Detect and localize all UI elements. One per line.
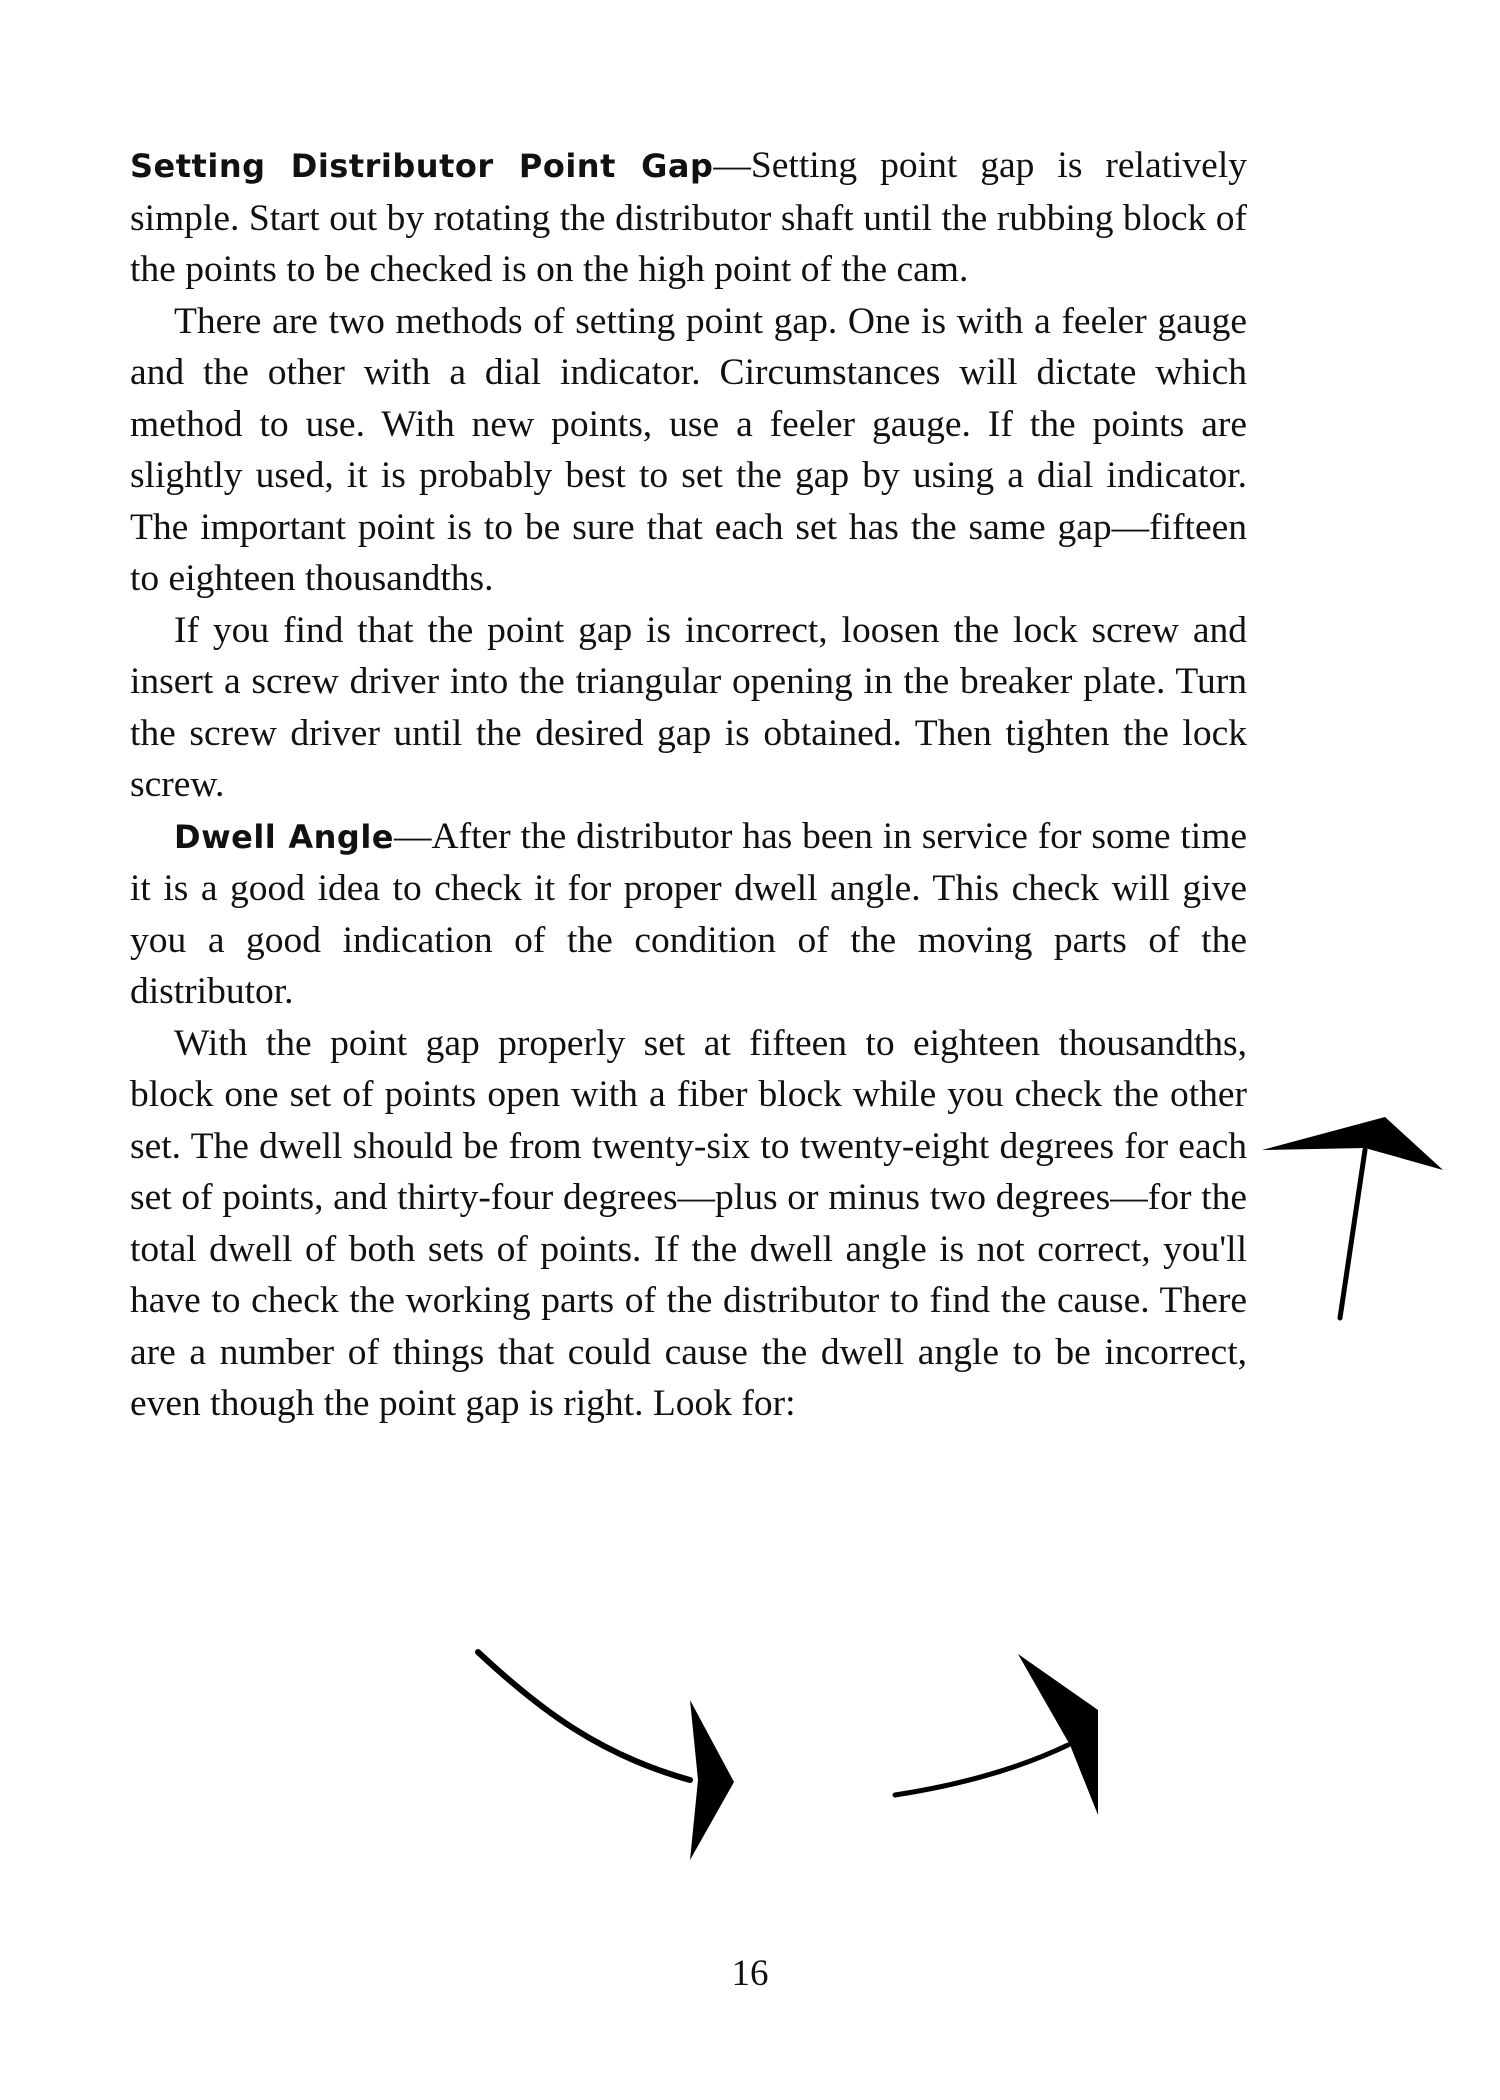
right-margin-arrow-icon bbox=[1262, 1117, 1443, 1318]
body-text bbox=[130, 140, 1247, 1430]
paragraph-text: —Setting point gap is relatively simple. Start out by rotating the distributor shaft until the rubbing block of the points to be checked is on the high point of the cam. bbox=[130, 145, 1247, 290]
paragraph-incorrect-gap bbox=[130, 605, 1247, 811]
paragraph-text: There are two methods of setting point gap. One is with a feeler gauge and the other with a dial indicator. Circumstances will dictate which method to use. With new points, use a feeler gauge. If the points are slightly used, it is probably best to set the gap by using a dial indicator. The important point is to be sure that each set has the same gap—fifteen to eighteen thousandths. bbox=[130, 300, 1247, 599]
lower-right-arrow-icon bbox=[895, 1654, 1098, 1815]
paragraph-dwell-angle bbox=[130, 811, 1247, 1018]
section-heading-dwell-angle: Dwell Angle bbox=[174, 817, 395, 856]
page-number: 16 bbox=[731, 1953, 769, 1994]
paragraph-text: With the point gap properly set at fifteen to eighteen thousandths, block one set of points open with a fiber block while you check the other set. The dwell should be from twenty-six to twenty-eight degrees for each set of points, and thirty-four degrees—plus or minus two degrees—for the total dwell of both sets of points. If the dwell angle is not correct, you'll have to check the working parts of the distributor to find the cause. There are a number of things that could cause the dwell angle to be incorrect, even though the point gap is right. Look for: bbox=[130, 1022, 1247, 1424]
paragraph-text: If you find that the point gap is incorrect, loosen the lock screw and insert a screw driver into the triangular opening in the breaker plate. Turn the screw driver until the desired gap is obtained. Then tighten the lock screw. bbox=[130, 609, 1247, 805]
paragraph-text: —After the distributor has been in service for some time it is a good idea to check it for proper dwell angle. This check will give you a good indication of the condition of the moving parts of the distributor. bbox=[130, 815, 1248, 1012]
paragraph-dwell-check bbox=[130, 1018, 1247, 1430]
paragraph-methods bbox=[130, 296, 1247, 605]
lower-left-arrow-icon bbox=[478, 1652, 734, 1860]
paragraph-point-gap-intro bbox=[130, 140, 1247, 296]
section-heading-point-gap: Setting Distributor Point Gap bbox=[130, 147, 714, 185]
